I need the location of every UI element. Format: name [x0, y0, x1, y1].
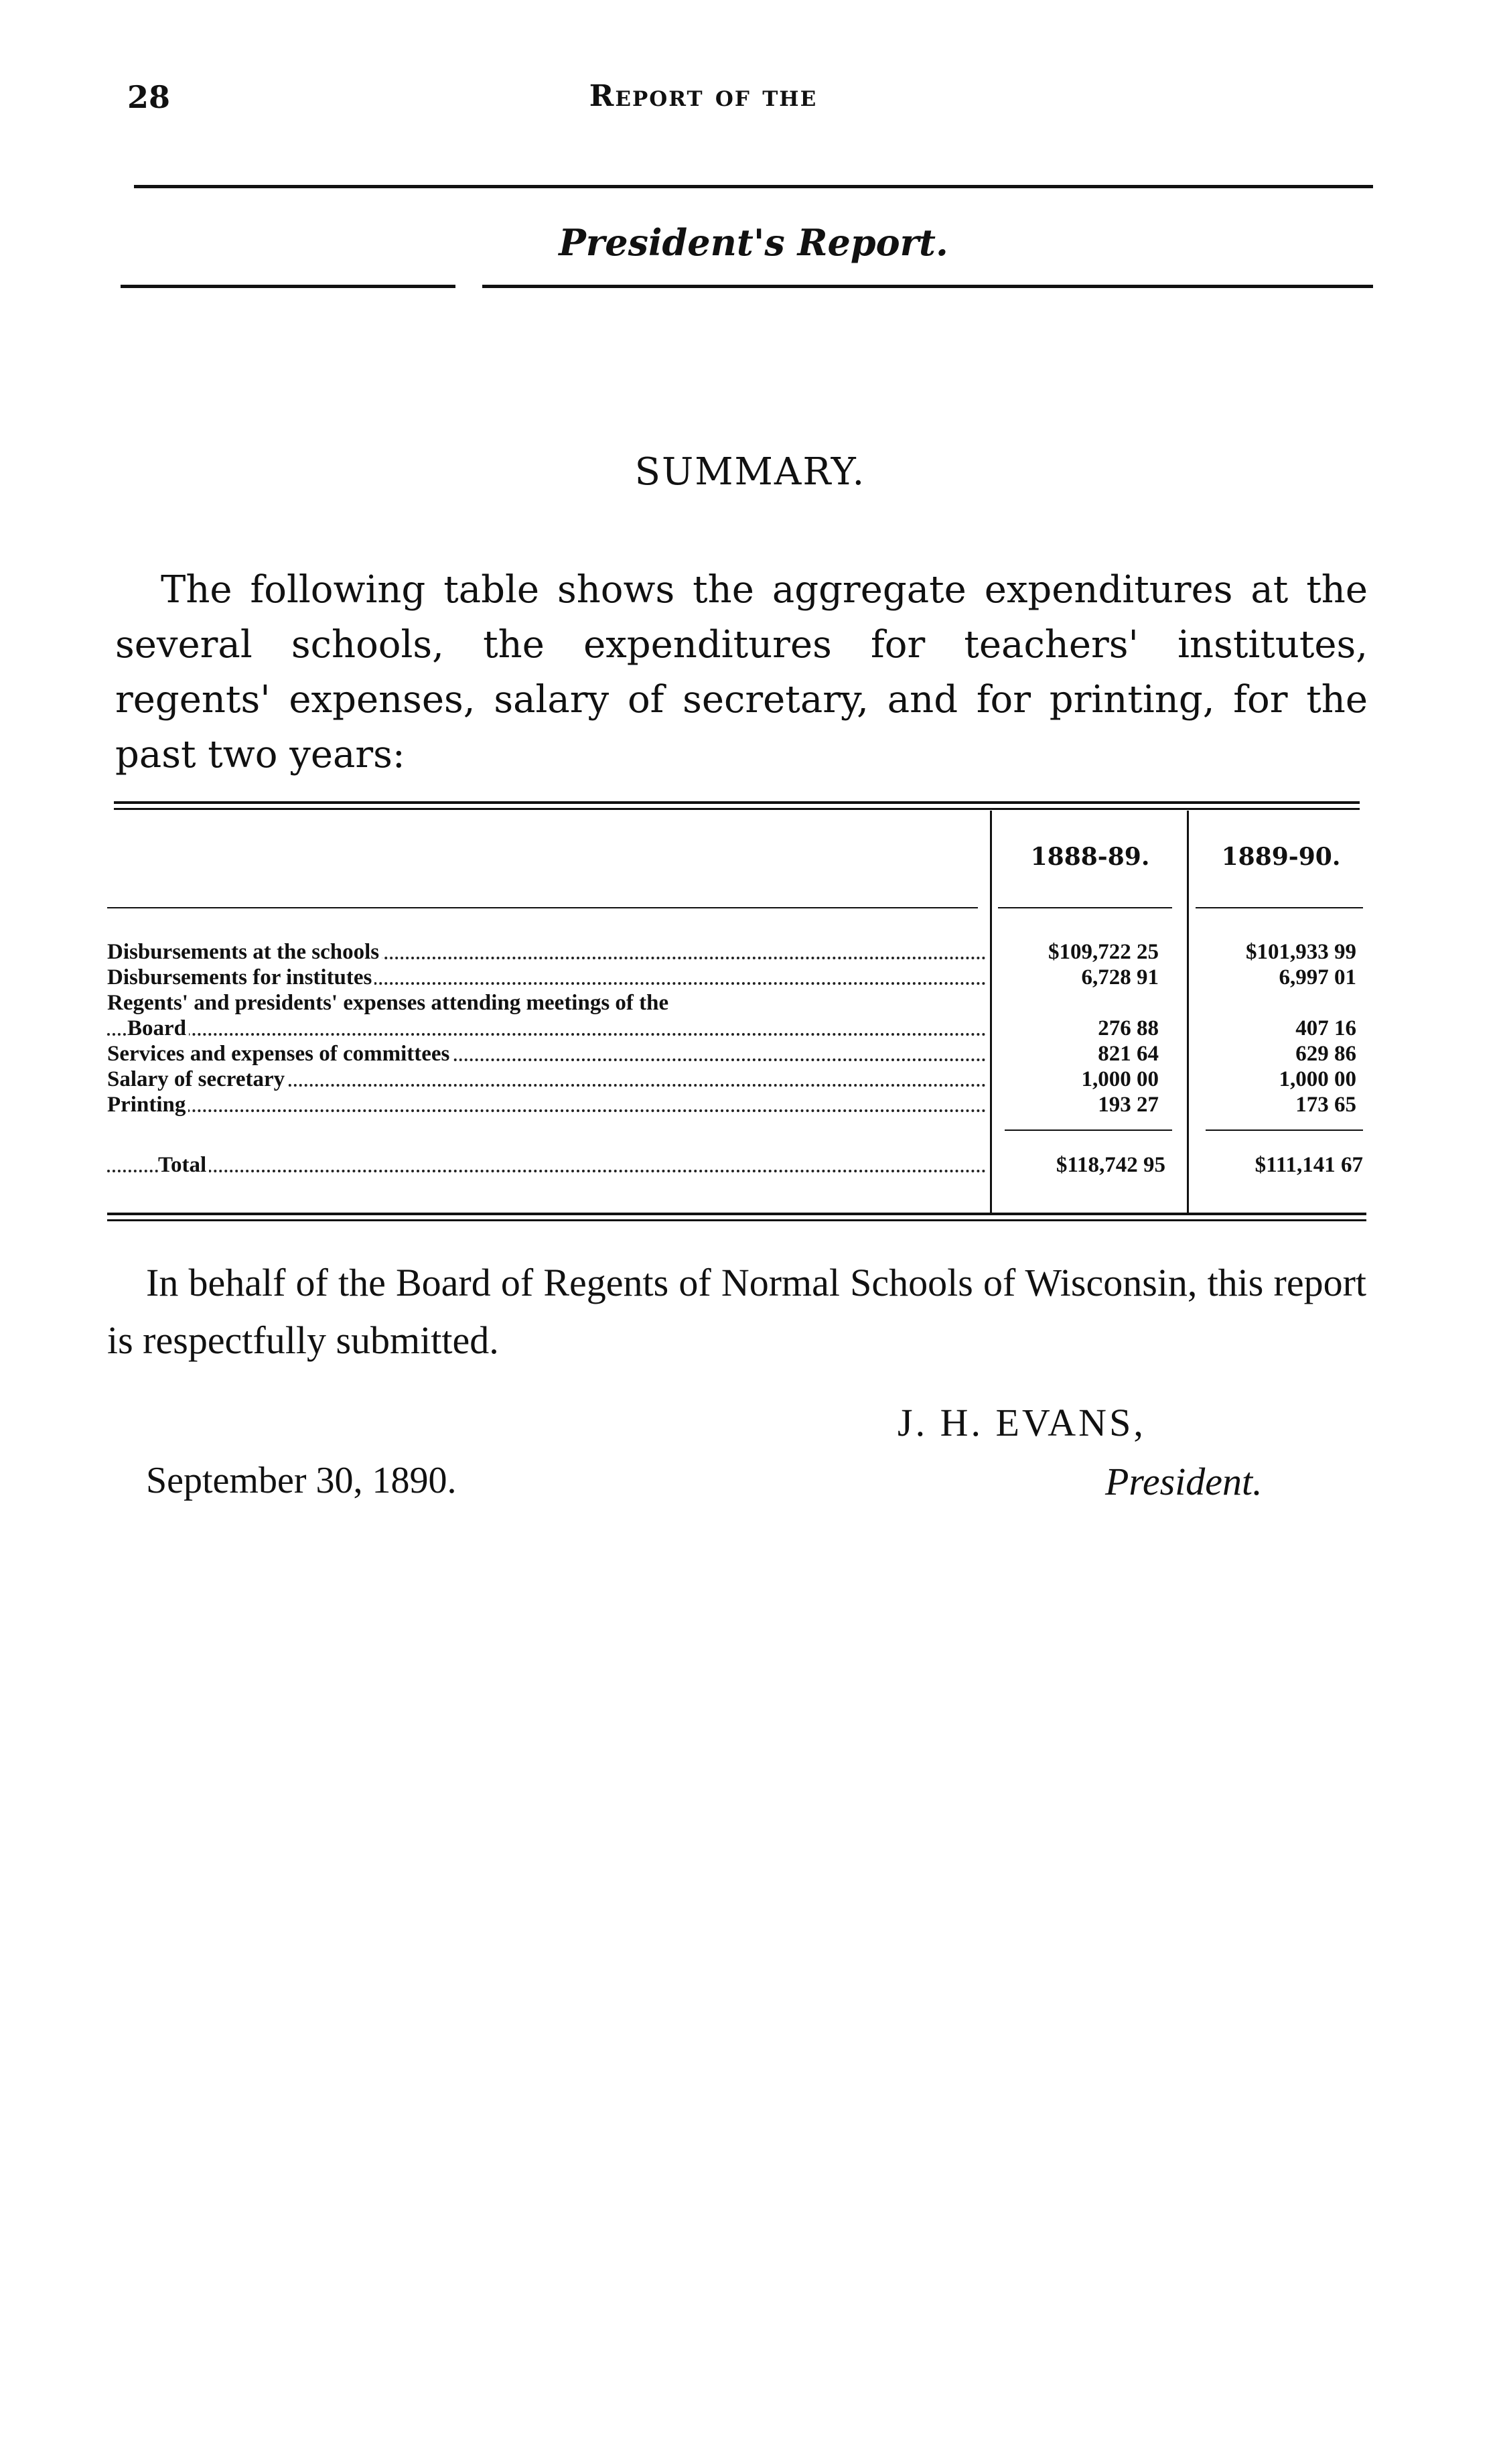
table-row-total — [107, 1152, 986, 1178]
table-row-continuation — [107, 1016, 986, 1041]
row-value-1889-90: $101,933 99 — [1246, 940, 1356, 964]
table-row — [107, 990, 986, 1016]
row-value-1888-89: $109,722 25 — [1048, 940, 1159, 964]
row-label: Disbursements for institutes — [107, 965, 374, 989]
table-top-rule — [114, 801, 1360, 804]
expenditure-table — [107, 801, 1366, 1225]
column-divider-2 — [1187, 811, 1189, 1213]
section-heading: President's Report. — [559, 221, 948, 264]
intro-paragraph: The following table shows the aggregate expenditures at the several schools, the expenditures for teachers' institutes, regents' expenses, salary of secretary, and for printing, for the past two years: — [115, 568, 1368, 776]
column-header-1888-89: 1888-89. — [1030, 843, 1150, 871]
sum-rule-col1 — [1005, 1130, 1172, 1131]
column-divider-1 — [990, 811, 992, 1213]
table-row — [107, 1092, 986, 1117]
row-value-1889-90: 1,000 00 — [1279, 1067, 1356, 1091]
table-top-rule-2 — [114, 808, 1360, 810]
sum-rule-col2 — [1206, 1130, 1363, 1131]
header-underline-col1 — [998, 907, 1172, 908]
header-rule — [134, 185, 1373, 188]
signer-title: President. — [1105, 1460, 1263, 1503]
table-row — [107, 939, 986, 965]
row-label: Services and expenses of committees — [107, 1042, 452, 1066]
closing-paragraph: In behalf of the Board of Regents of Normal Schools of Wisconsin, this report is respectfully submitted. — [107, 1261, 1366, 1362]
section-rule-left — [121, 285, 455, 288]
table-row — [107, 1067, 986, 1092]
row-value-1889-90: 6,997 01 — [1279, 965, 1356, 989]
table-row — [107, 965, 986, 990]
table-bottom-rule — [107, 1213, 1366, 1215]
row-value-1889-90: 629 86 — [1295, 1042, 1356, 1066]
row-value-1889-90: 173 65 — [1295, 1093, 1356, 1117]
header-underline-col2 — [1196, 907, 1363, 908]
total-value-1889-90: $111,141 67 — [1255, 1153, 1363, 1177]
row-label: Printing — [107, 1093, 188, 1117]
row-value-1888-89: 821 64 — [1098, 1042, 1159, 1066]
row-value-1888-89: 276 88 — [1098, 1016, 1159, 1040]
total-label: Total — [158, 1153, 209, 1177]
row-value-1888-89: 193 27 — [1098, 1093, 1159, 1117]
column-header-1889-90: 1889-90. — [1221, 843, 1341, 871]
row-label: Disbursements at the schools — [107, 940, 382, 964]
report-date: September 30, 1890. — [146, 1460, 457, 1501]
running-head: Report of the — [589, 79, 818, 113]
section-rule-right — [482, 285, 1373, 288]
row-value-1889-90: 407 16 — [1295, 1016, 1356, 1040]
row-label: Regents' and presidents' expenses attending meetings of the — [107, 991, 671, 1015]
page-number: 28 — [127, 79, 171, 115]
table-bottom-rule-2 — [107, 1219, 1366, 1221]
table-row — [107, 1041, 986, 1067]
row-value-1888-89: 1,000 00 — [1081, 1067, 1159, 1091]
signer-name: J. H. EVANS, — [898, 1401, 1146, 1444]
row-label: Salary of secretary — [107, 1067, 287, 1091]
header-underline-label — [107, 907, 978, 908]
summary-title: SUMMARY. — [634, 450, 866, 494]
row-value-1888-89: 6,728 91 — [1081, 965, 1159, 989]
row-label-continued: Board — [127, 1016, 189, 1040]
total-value-1888-89: $118,742 95 — [1056, 1153, 1165, 1177]
